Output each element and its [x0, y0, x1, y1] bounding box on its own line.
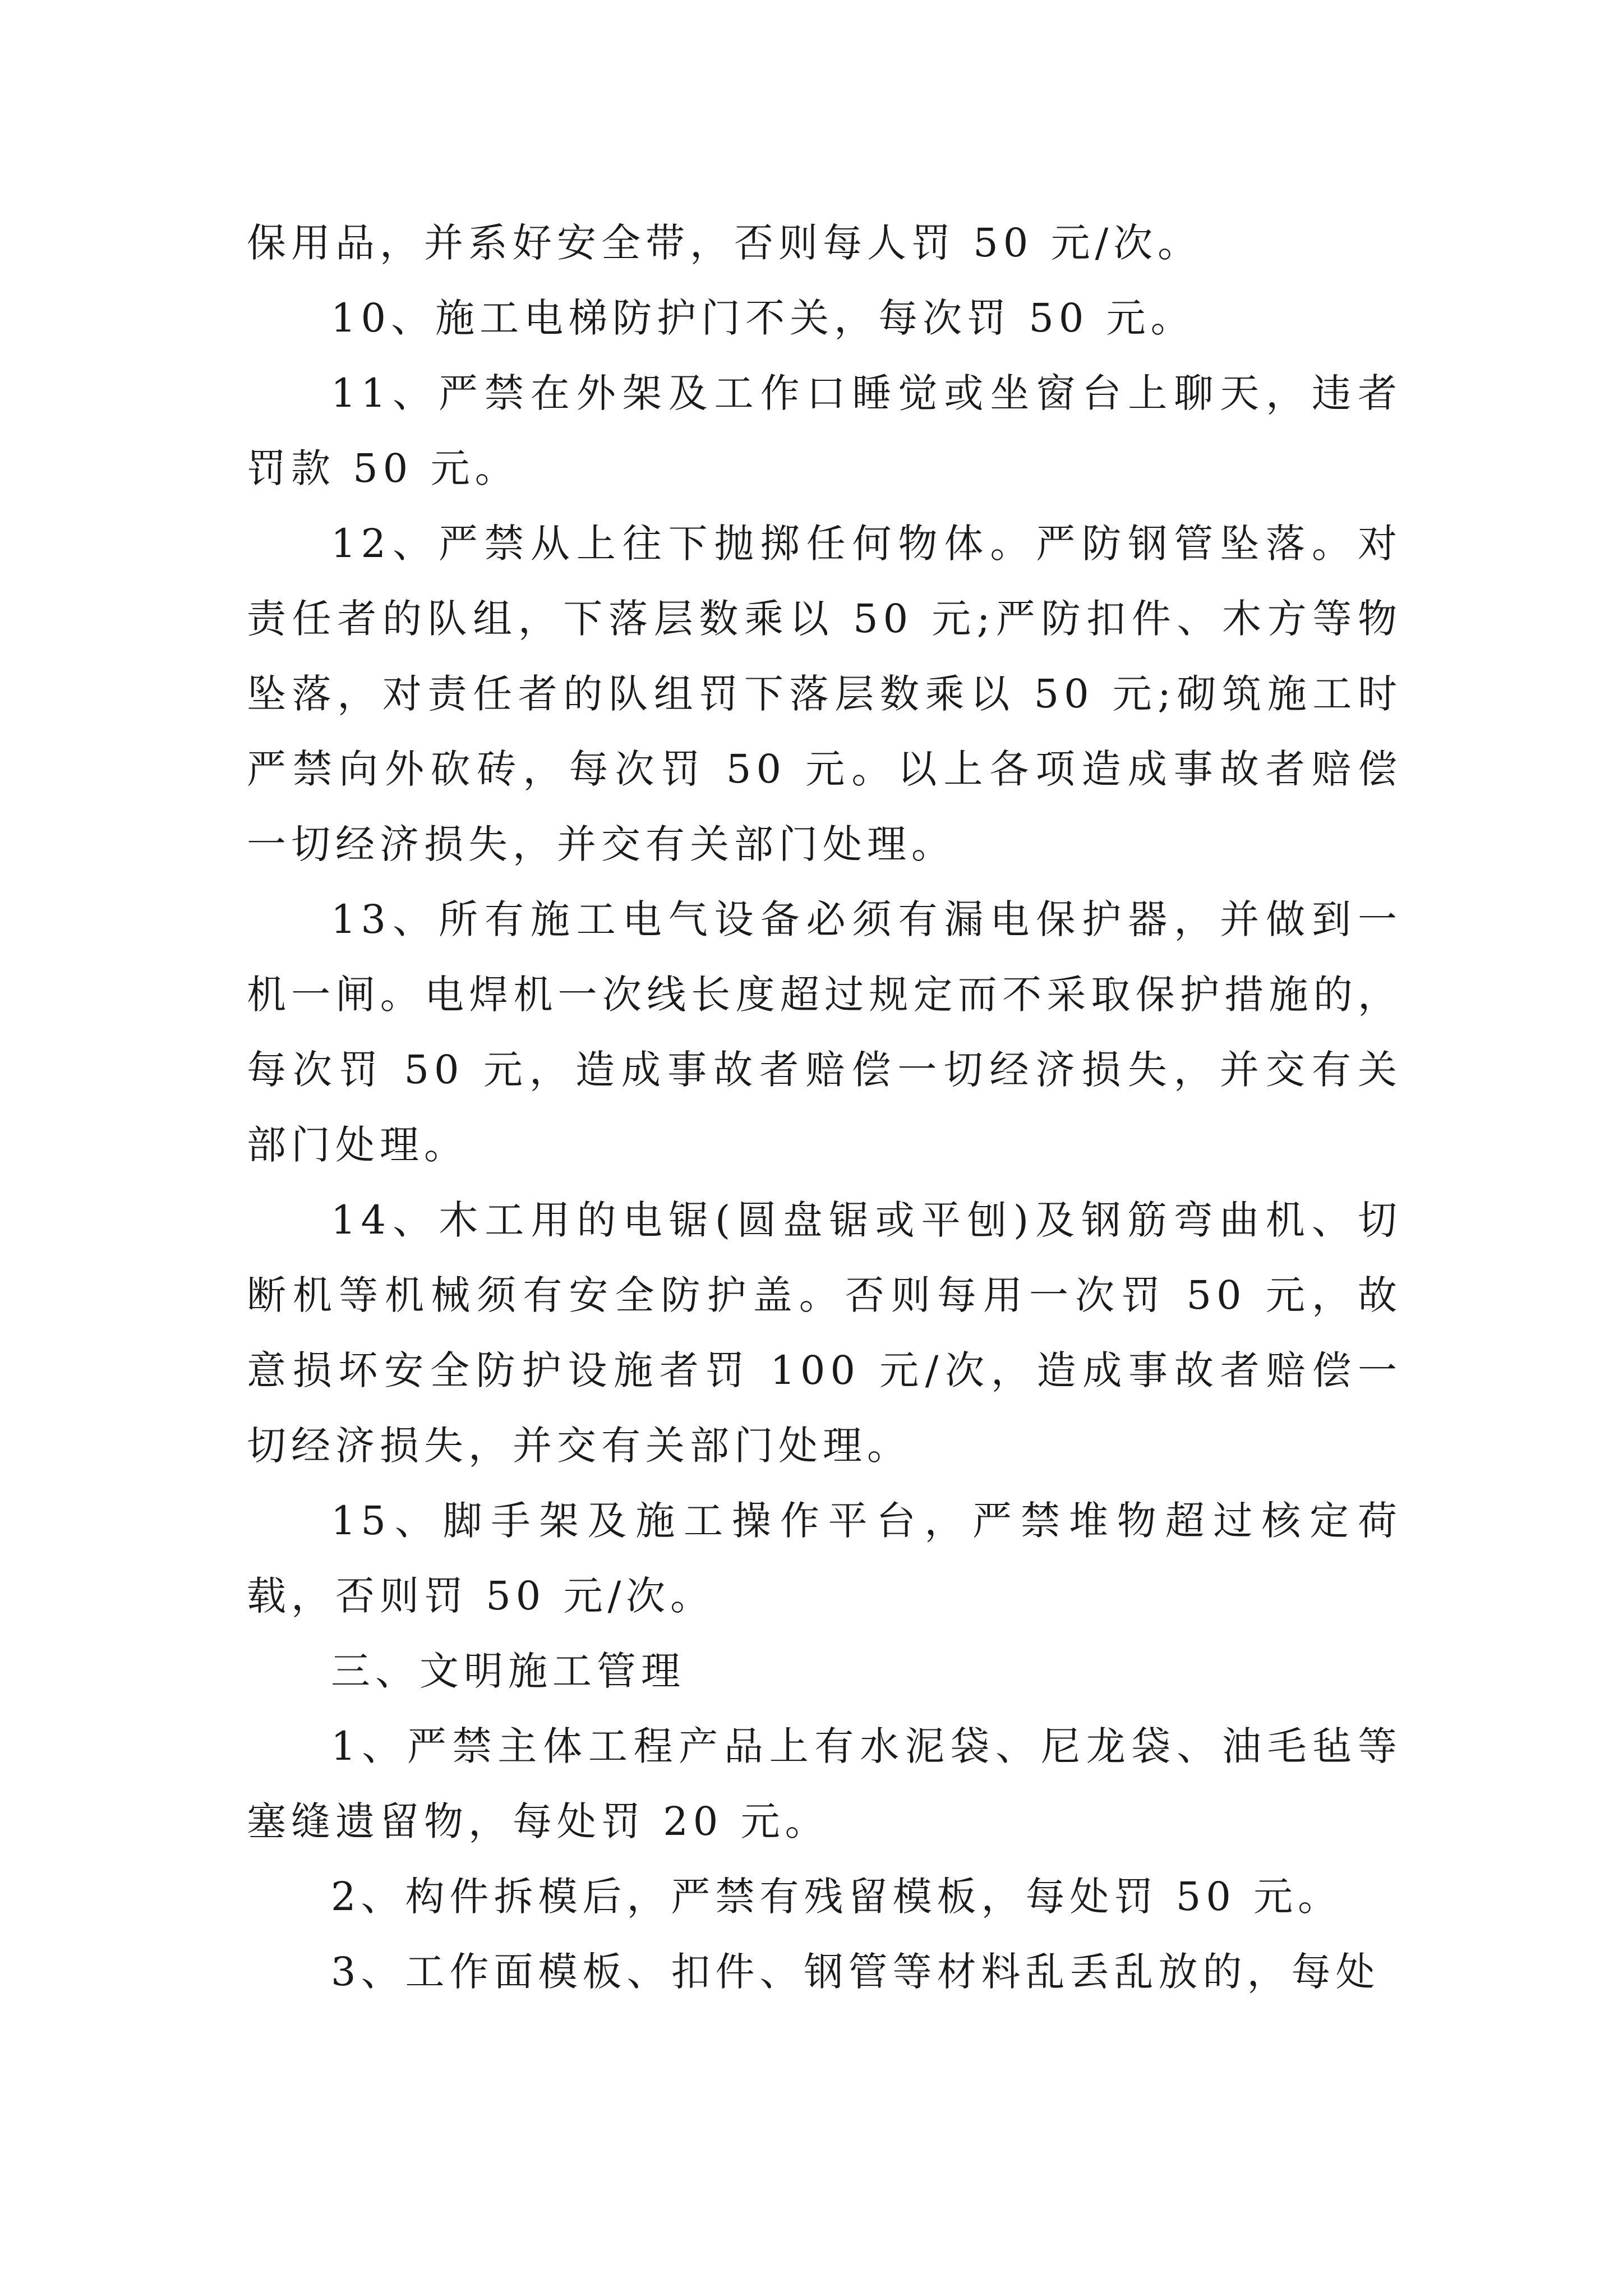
- paragraph-rule-1: 1、严禁主体工程产品上有水泥袋、尼龙袋、油毛毡等塞缝遗留物，每处罚 20 元。: [247, 1723, 1402, 1844]
- section-heading-civilized-construction: 三、文明施工管理: [331, 1648, 685, 1694]
- paragraph-rule-12: 12、严禁从上往下抛掷任何物体。严防钢管坠落。对责任者的队组，下落层数乘以 50 元;严防扣件、木方等物坠落，对责任者的队组罚下落层数乘以 50 元;砌筑施工时严禁向外砍砖，每次罚 50 元。以上各项造成事故者赔偿一切经济损失，并交有关部门处理。: [247, 521, 1402, 867]
- paragraph-rule-10: 10、施工电梯防护门不关，每次罚 50 元。: [331, 295, 1195, 341]
- paragraph-rule-15: 15、脚手架及施工操作平台，严禁堆物超过核定荷载，否则罚 50 元/次。: [247, 1498, 1402, 1619]
- document-body: [247, 205, 1402, 2009]
- paragraph-rule-2: 2、构件拆模后，严禁有残留模板，每处罚 50 元。: [331, 1874, 1343, 1920]
- paragraph-continuation: 保用品，并系好安全带，否则每人罚 50 元/次。: [247, 220, 1202, 266]
- paragraph-rule-14: 14、木工用的电锯(圆盘锯或平刨)及钢筋弯曲机、切断机等机械须有安全防护盖。否则每用一次罚 50 元，故意损坏安全防护设施者罚 100 元/次，造成事故者赔偿一切经济损失，并交有关部门处理。: [247, 1197, 1402, 1469]
- paragraph-rule-11: 11、严禁在外架及工作口睡觉或坐窗台上聊天，违者罚款 50 元。: [247, 370, 1402, 491]
- paragraph-rule-13: 13、所有施工电气设备必须有漏电保护器，并做到一机一闸。电焊机一次线长度超过规定而不采取保护措施的，每次罚 50 元，造成事故者赔偿一切经济损失，并交有关部门处理。: [247, 896, 1402, 1168]
- paragraph-rule-3: 3、工作面模板、扣件、钢管等材料乱丢乱放的，每处: [331, 1949, 1380, 1995]
